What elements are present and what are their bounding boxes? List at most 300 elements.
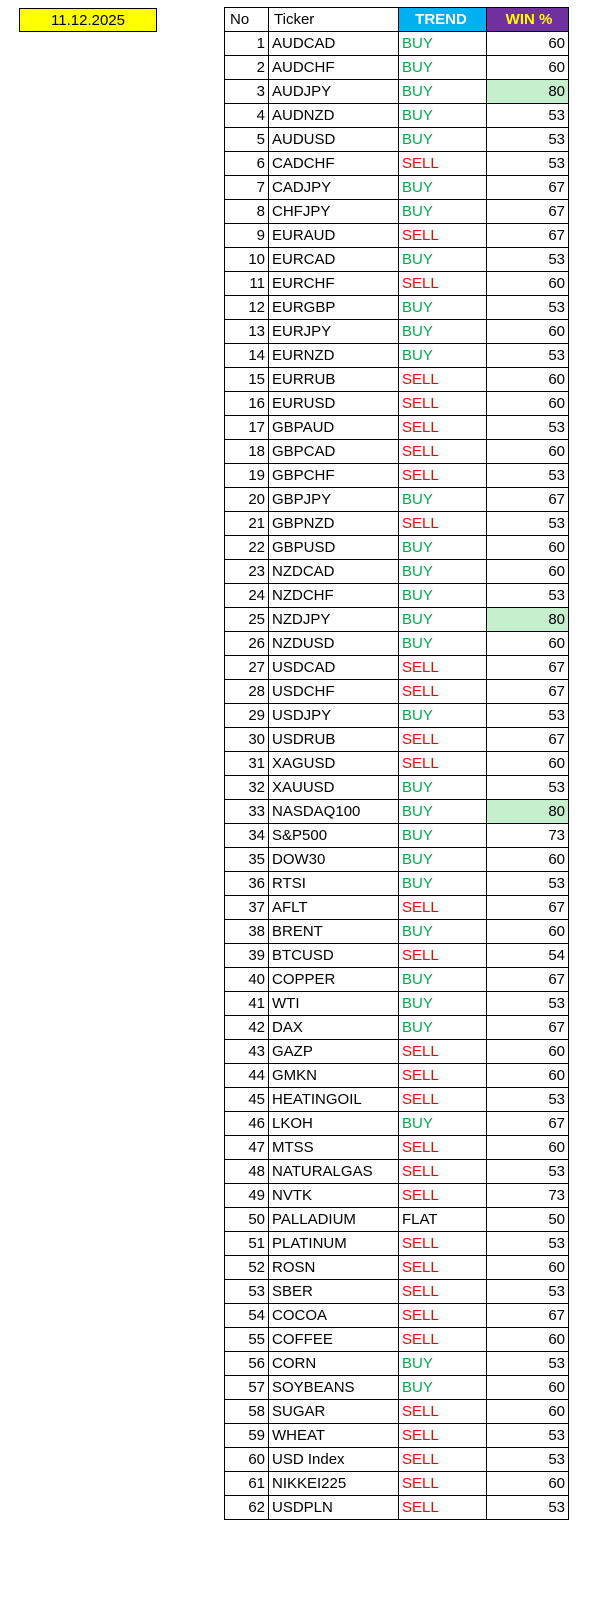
cell-win-percent: 67	[487, 1112, 569, 1136]
cell-no: 4	[225, 104, 269, 128]
cell-trend: SELL	[399, 1064, 487, 1088]
table-row	[225, 536, 569, 560]
cell-win-percent: 67	[487, 680, 569, 704]
cell-win-percent: 67	[487, 1016, 569, 1040]
cell-no: 27	[225, 656, 269, 680]
cell-trend: BUY	[399, 1016, 487, 1040]
cell-ticker: GBPJPY	[269, 488, 399, 512]
cell-ticker: COFFEE	[269, 1328, 399, 1352]
cell-win-percent: 67	[487, 176, 569, 200]
cell-ticker: LKOH	[269, 1112, 399, 1136]
cell-no: 7	[225, 176, 269, 200]
cell-trend: BUY	[399, 968, 487, 992]
cell-no: 10	[225, 248, 269, 272]
cell-ticker: NZDCHF	[269, 584, 399, 608]
cell-ticker: NASDAQ100	[269, 800, 399, 824]
cell-no: 54	[225, 1304, 269, 1328]
table-row	[225, 176, 569, 200]
table-row	[225, 1328, 569, 1352]
cell-trend: BUY	[399, 824, 487, 848]
table-row	[225, 80, 569, 104]
cell-no: 12	[225, 296, 269, 320]
cell-win-percent: 53	[487, 584, 569, 608]
table-row	[225, 416, 569, 440]
cell-trend: BUY	[399, 1352, 487, 1376]
table-row	[225, 1160, 569, 1184]
cell-ticker: WTI	[269, 992, 399, 1016]
table-row	[225, 1256, 569, 1280]
table-row	[225, 1208, 569, 1232]
cell-win-percent: 53	[487, 1160, 569, 1184]
cell-win-percent: 60	[487, 848, 569, 872]
cell-ticker: CHFJPY	[269, 200, 399, 224]
cell-no: 42	[225, 1016, 269, 1040]
cell-no: 32	[225, 776, 269, 800]
cell-trend: BUY	[399, 200, 487, 224]
cell-trend: BUY	[399, 488, 487, 512]
cell-ticker: MTSS	[269, 1136, 399, 1160]
cell-win-percent: 67	[487, 656, 569, 680]
table-row	[225, 1088, 569, 1112]
cell-win-percent: 60	[487, 1376, 569, 1400]
cell-win-percent: 53	[487, 872, 569, 896]
cell-ticker: GBPCHF	[269, 464, 399, 488]
cell-no: 21	[225, 512, 269, 536]
table-row	[225, 824, 569, 848]
cell-win-percent: 54	[487, 944, 569, 968]
cell-trend: SELL	[399, 1496, 487, 1520]
cell-win-percent: 67	[487, 224, 569, 248]
table-row	[225, 368, 569, 392]
table-row	[225, 344, 569, 368]
cell-trend: BUY	[399, 872, 487, 896]
cell-trend: BUY	[399, 560, 487, 584]
cell-no: 19	[225, 464, 269, 488]
table-row	[225, 776, 569, 800]
table-row	[225, 1448, 569, 1472]
cell-no: 24	[225, 584, 269, 608]
cell-ticker: DOW30	[269, 848, 399, 872]
date-badge	[19, 8, 157, 32]
cell-trend: SELL	[399, 1280, 487, 1304]
cell-win-percent: 53	[487, 416, 569, 440]
cell-no: 13	[225, 320, 269, 344]
cell-ticker: EURRUB	[269, 368, 399, 392]
cell-trend: BUY	[399, 608, 487, 632]
cell-trend: BUY	[399, 32, 487, 56]
cell-no: 3	[225, 80, 269, 104]
cell-ticker: CADCHF	[269, 152, 399, 176]
table-row	[225, 1112, 569, 1136]
cell-no: 16	[225, 392, 269, 416]
cell-win-percent: 53	[487, 992, 569, 1016]
cell-trend: SELL	[399, 752, 487, 776]
cell-no: 50	[225, 1208, 269, 1232]
cell-win-percent: 53	[487, 1496, 569, 1520]
cell-win-percent: 60	[487, 1040, 569, 1064]
cell-win-percent: 53	[487, 128, 569, 152]
cell-win-percent: 60	[487, 1400, 569, 1424]
cell-no: 58	[225, 1400, 269, 1424]
cell-no: 47	[225, 1136, 269, 1160]
cell-trend: SELL	[399, 680, 487, 704]
table-row	[225, 1184, 569, 1208]
cell-no: 29	[225, 704, 269, 728]
cell-win-percent: 67	[487, 896, 569, 920]
table-row	[225, 920, 569, 944]
cell-no: 23	[225, 560, 269, 584]
cell-no: 9	[225, 224, 269, 248]
cell-no: 26	[225, 632, 269, 656]
cell-no: 53	[225, 1280, 269, 1304]
cell-trend: SELL	[399, 368, 487, 392]
cell-win-percent: 60	[487, 632, 569, 656]
cell-trend: SELL	[399, 1160, 487, 1184]
cell-ticker: BTCUSD	[269, 944, 399, 968]
cell-ticker: EURUSD	[269, 392, 399, 416]
cell-ticker: PALLADIUM	[269, 1208, 399, 1232]
cell-no: 36	[225, 872, 269, 896]
cell-ticker: GMKN	[269, 1064, 399, 1088]
table-row	[225, 944, 569, 968]
cell-win-percent: 73	[487, 824, 569, 848]
cell-trend: BUY	[399, 80, 487, 104]
cell-win-percent: 53	[487, 512, 569, 536]
cell-ticker: COPPER	[269, 968, 399, 992]
cell-ticker: AUDJPY	[269, 80, 399, 104]
table-row	[225, 1016, 569, 1040]
cell-ticker: RTSI	[269, 872, 399, 896]
cell-ticker: CORN	[269, 1352, 399, 1376]
cell-trend: BUY	[399, 800, 487, 824]
cell-no: 43	[225, 1040, 269, 1064]
cell-no: 28	[225, 680, 269, 704]
cell-win-percent: 53	[487, 464, 569, 488]
table-row	[225, 512, 569, 536]
cell-win-percent: 67	[487, 488, 569, 512]
cell-no: 15	[225, 368, 269, 392]
table-row	[225, 872, 569, 896]
cell-ticker: S&P500	[269, 824, 399, 848]
cell-no: 51	[225, 1232, 269, 1256]
table-row	[225, 608, 569, 632]
cell-ticker: AFLT	[269, 896, 399, 920]
table-row	[225, 1352, 569, 1376]
cell-trend: BUY	[399, 584, 487, 608]
table-row	[225, 800, 569, 824]
table-row	[225, 224, 569, 248]
cell-ticker: GAZP	[269, 1040, 399, 1064]
column-header-win: WIN %	[487, 8, 569, 32]
cell-no: 46	[225, 1112, 269, 1136]
cell-ticker: USDCHF	[269, 680, 399, 704]
cell-ticker: CADJPY	[269, 176, 399, 200]
cell-win-percent: 60	[487, 1256, 569, 1280]
cell-no: 2	[225, 56, 269, 80]
cell-no: 59	[225, 1424, 269, 1448]
cell-trend: BUY	[399, 320, 487, 344]
cell-no: 56	[225, 1352, 269, 1376]
cell-ticker: NVTK	[269, 1184, 399, 1208]
cell-win-percent: 60	[487, 392, 569, 416]
cell-win-percent: 60	[487, 560, 569, 584]
cell-ticker: GBPCAD	[269, 440, 399, 464]
cell-no: 5	[225, 128, 269, 152]
cell-ticker: AUDCHF	[269, 56, 399, 80]
cell-win-percent: 60	[487, 752, 569, 776]
cell-ticker: AUDCAD	[269, 32, 399, 56]
cell-trend: SELL	[399, 1448, 487, 1472]
table-row	[225, 488, 569, 512]
cell-no: 44	[225, 1064, 269, 1088]
cell-ticker: NIKKEI225	[269, 1472, 399, 1496]
cell-ticker: NZDUSD	[269, 632, 399, 656]
signal-table-container	[224, 7, 569, 1520]
table-row	[225, 272, 569, 296]
cell-trend: BUY	[399, 920, 487, 944]
cell-no: 48	[225, 1160, 269, 1184]
cell-ticker: HEATINGOIL	[269, 1088, 399, 1112]
table-row	[225, 464, 569, 488]
cell-win-percent: 67	[487, 968, 569, 992]
cell-no: 39	[225, 944, 269, 968]
cell-win-percent: 53	[487, 1088, 569, 1112]
cell-no: 60	[225, 1448, 269, 1472]
cell-trend: SELL	[399, 272, 487, 296]
cell-win-percent: 60	[487, 1328, 569, 1352]
cell-trend: SELL	[399, 512, 487, 536]
table-row	[225, 1232, 569, 1256]
table-body	[225, 32, 569, 1520]
table-row	[225, 752, 569, 776]
cell-ticker: ROSN	[269, 1256, 399, 1280]
table-row	[225, 632, 569, 656]
cell-win-percent: 60	[487, 1472, 569, 1496]
cell-trend: SELL	[399, 152, 487, 176]
cell-trend: SELL	[399, 440, 487, 464]
cell-trend: SELL	[399, 1400, 487, 1424]
cell-trend: BUY	[399, 1376, 487, 1400]
cell-trend: BUY	[399, 1112, 487, 1136]
cell-trend: BUY	[399, 104, 487, 128]
cell-no: 57	[225, 1376, 269, 1400]
cell-no: 37	[225, 896, 269, 920]
table-row	[225, 392, 569, 416]
cell-no: 1	[225, 32, 269, 56]
table-row	[225, 968, 569, 992]
cell-no: 45	[225, 1088, 269, 1112]
cell-win-percent: 53	[487, 776, 569, 800]
cell-trend: SELL	[399, 1136, 487, 1160]
table-row	[225, 1304, 569, 1328]
cell-no: 52	[225, 1256, 269, 1280]
cell-trend: BUY	[399, 176, 487, 200]
column-header-trend: TREND	[399, 8, 487, 32]
cell-ticker: AUDNZD	[269, 104, 399, 128]
cell-no: 61	[225, 1472, 269, 1496]
cell-ticker: USDPLN	[269, 1496, 399, 1520]
cell-no: 41	[225, 992, 269, 1016]
cell-no: 22	[225, 536, 269, 560]
cell-win-percent: 60	[487, 440, 569, 464]
cell-no: 49	[225, 1184, 269, 1208]
cell-trend: SELL	[399, 1472, 487, 1496]
cell-win-percent: 67	[487, 200, 569, 224]
table-row	[225, 320, 569, 344]
cell-ticker: WHEAT	[269, 1424, 399, 1448]
cell-ticker: NATURALGAS	[269, 1160, 399, 1184]
cell-trend: SELL	[399, 656, 487, 680]
cell-trend: SELL	[399, 416, 487, 440]
table-row	[225, 248, 569, 272]
cell-win-percent: 53	[487, 1448, 569, 1472]
cell-ticker: USDRUB	[269, 728, 399, 752]
cell-trend: BUY	[399, 128, 487, 152]
cell-ticker: COCOA	[269, 1304, 399, 1328]
cell-trend: BUY	[399, 992, 487, 1016]
cell-trend: SELL	[399, 1304, 487, 1328]
table-row	[225, 1064, 569, 1088]
cell-trend: SELL	[399, 1088, 487, 1112]
cell-no: 14	[225, 344, 269, 368]
cell-win-percent: 73	[487, 1184, 569, 1208]
cell-win-percent: 60	[487, 272, 569, 296]
cell-trend: BUY	[399, 632, 487, 656]
cell-no: 33	[225, 800, 269, 824]
cell-ticker: USDJPY	[269, 704, 399, 728]
table-row	[225, 1040, 569, 1064]
cell-ticker: SUGAR	[269, 1400, 399, 1424]
cell-ticker: XAUUSD	[269, 776, 399, 800]
cell-no: 6	[225, 152, 269, 176]
cell-win-percent: 60	[487, 320, 569, 344]
cell-trend: SELL	[399, 944, 487, 968]
cell-win-percent: 50	[487, 1208, 569, 1232]
table-row	[225, 1280, 569, 1304]
cell-ticker: USD Index	[269, 1448, 399, 1472]
table-row	[225, 1400, 569, 1424]
cell-ticker: BRENT	[269, 920, 399, 944]
table-row	[225, 680, 569, 704]
cell-win-percent: 80	[487, 608, 569, 632]
cell-trend: SELL	[399, 224, 487, 248]
table-row	[225, 128, 569, 152]
table-header	[225, 8, 569, 32]
cell-win-percent: 53	[487, 152, 569, 176]
cell-no: 18	[225, 440, 269, 464]
cell-trend: BUY	[399, 296, 487, 320]
cell-win-percent: 53	[487, 1280, 569, 1304]
cell-win-percent: 60	[487, 32, 569, 56]
cell-trend: SELL	[399, 1040, 487, 1064]
cell-win-percent: 80	[487, 80, 569, 104]
cell-no: 11	[225, 272, 269, 296]
table-row	[225, 1496, 569, 1520]
table-row	[225, 104, 569, 128]
cell-no: 35	[225, 848, 269, 872]
cell-win-percent: 60	[487, 536, 569, 560]
cell-ticker: EURNZD	[269, 344, 399, 368]
cell-trend: SELL	[399, 1232, 487, 1256]
cell-trend: BUY	[399, 344, 487, 368]
cell-trend: BUY	[399, 536, 487, 560]
signal-table	[224, 7, 569, 1520]
cell-ticker: XAGUSD	[269, 752, 399, 776]
column-header-ticker: Ticker	[269, 8, 399, 32]
table-row	[225, 704, 569, 728]
cell-trend: SELL	[399, 1328, 487, 1352]
cell-trend: FLAT	[399, 1208, 487, 1232]
cell-ticker: SBER	[269, 1280, 399, 1304]
cell-no: 30	[225, 728, 269, 752]
cell-trend: BUY	[399, 776, 487, 800]
cell-ticker: EURGBP	[269, 296, 399, 320]
cell-no: 17	[225, 416, 269, 440]
cell-no: 25	[225, 608, 269, 632]
table-row	[225, 1472, 569, 1496]
cell-trend: BUY	[399, 848, 487, 872]
cell-win-percent: 60	[487, 1136, 569, 1160]
table-row	[225, 32, 569, 56]
table-row	[225, 584, 569, 608]
table-row	[225, 1136, 569, 1160]
cell-no: 20	[225, 488, 269, 512]
cell-no: 38	[225, 920, 269, 944]
cell-trend: SELL	[399, 1184, 487, 1208]
table-row	[225, 56, 569, 80]
cell-no: 34	[225, 824, 269, 848]
cell-win-percent: 60	[487, 920, 569, 944]
cell-win-percent: 67	[487, 728, 569, 752]
cell-win-percent: 53	[487, 104, 569, 128]
cell-win-percent: 60	[487, 1064, 569, 1088]
table-row	[225, 440, 569, 464]
cell-win-percent: 53	[487, 704, 569, 728]
cell-win-percent: 53	[487, 1352, 569, 1376]
cell-win-percent: 53	[487, 344, 569, 368]
cell-ticker: EURCHF	[269, 272, 399, 296]
table-row	[225, 560, 569, 584]
cell-ticker: NZDJPY	[269, 608, 399, 632]
table-row	[225, 296, 569, 320]
table-row	[225, 896, 569, 920]
cell-win-percent: 67	[487, 1304, 569, 1328]
cell-ticker: DAX	[269, 1016, 399, 1040]
date-badge-label: 11.12.2025	[51, 11, 125, 29]
cell-trend: SELL	[399, 1424, 487, 1448]
table-row	[225, 200, 569, 224]
cell-win-percent: 60	[487, 56, 569, 80]
cell-trend: BUY	[399, 56, 487, 80]
table-row	[225, 656, 569, 680]
cell-trend: SELL	[399, 464, 487, 488]
cell-win-percent: 80	[487, 800, 569, 824]
cell-trend: BUY	[399, 248, 487, 272]
cell-ticker: EURCAD	[269, 248, 399, 272]
table-row	[225, 1376, 569, 1400]
table-row	[225, 1424, 569, 1448]
table-row	[225, 152, 569, 176]
cell-ticker: GBPAUD	[269, 416, 399, 440]
cell-no: 31	[225, 752, 269, 776]
cell-trend: SELL	[399, 392, 487, 416]
cell-win-percent: 53	[487, 296, 569, 320]
table-row	[225, 848, 569, 872]
table-row	[225, 728, 569, 752]
cell-no: 62	[225, 1496, 269, 1520]
cell-trend: SELL	[399, 728, 487, 752]
cell-win-percent: 53	[487, 248, 569, 272]
